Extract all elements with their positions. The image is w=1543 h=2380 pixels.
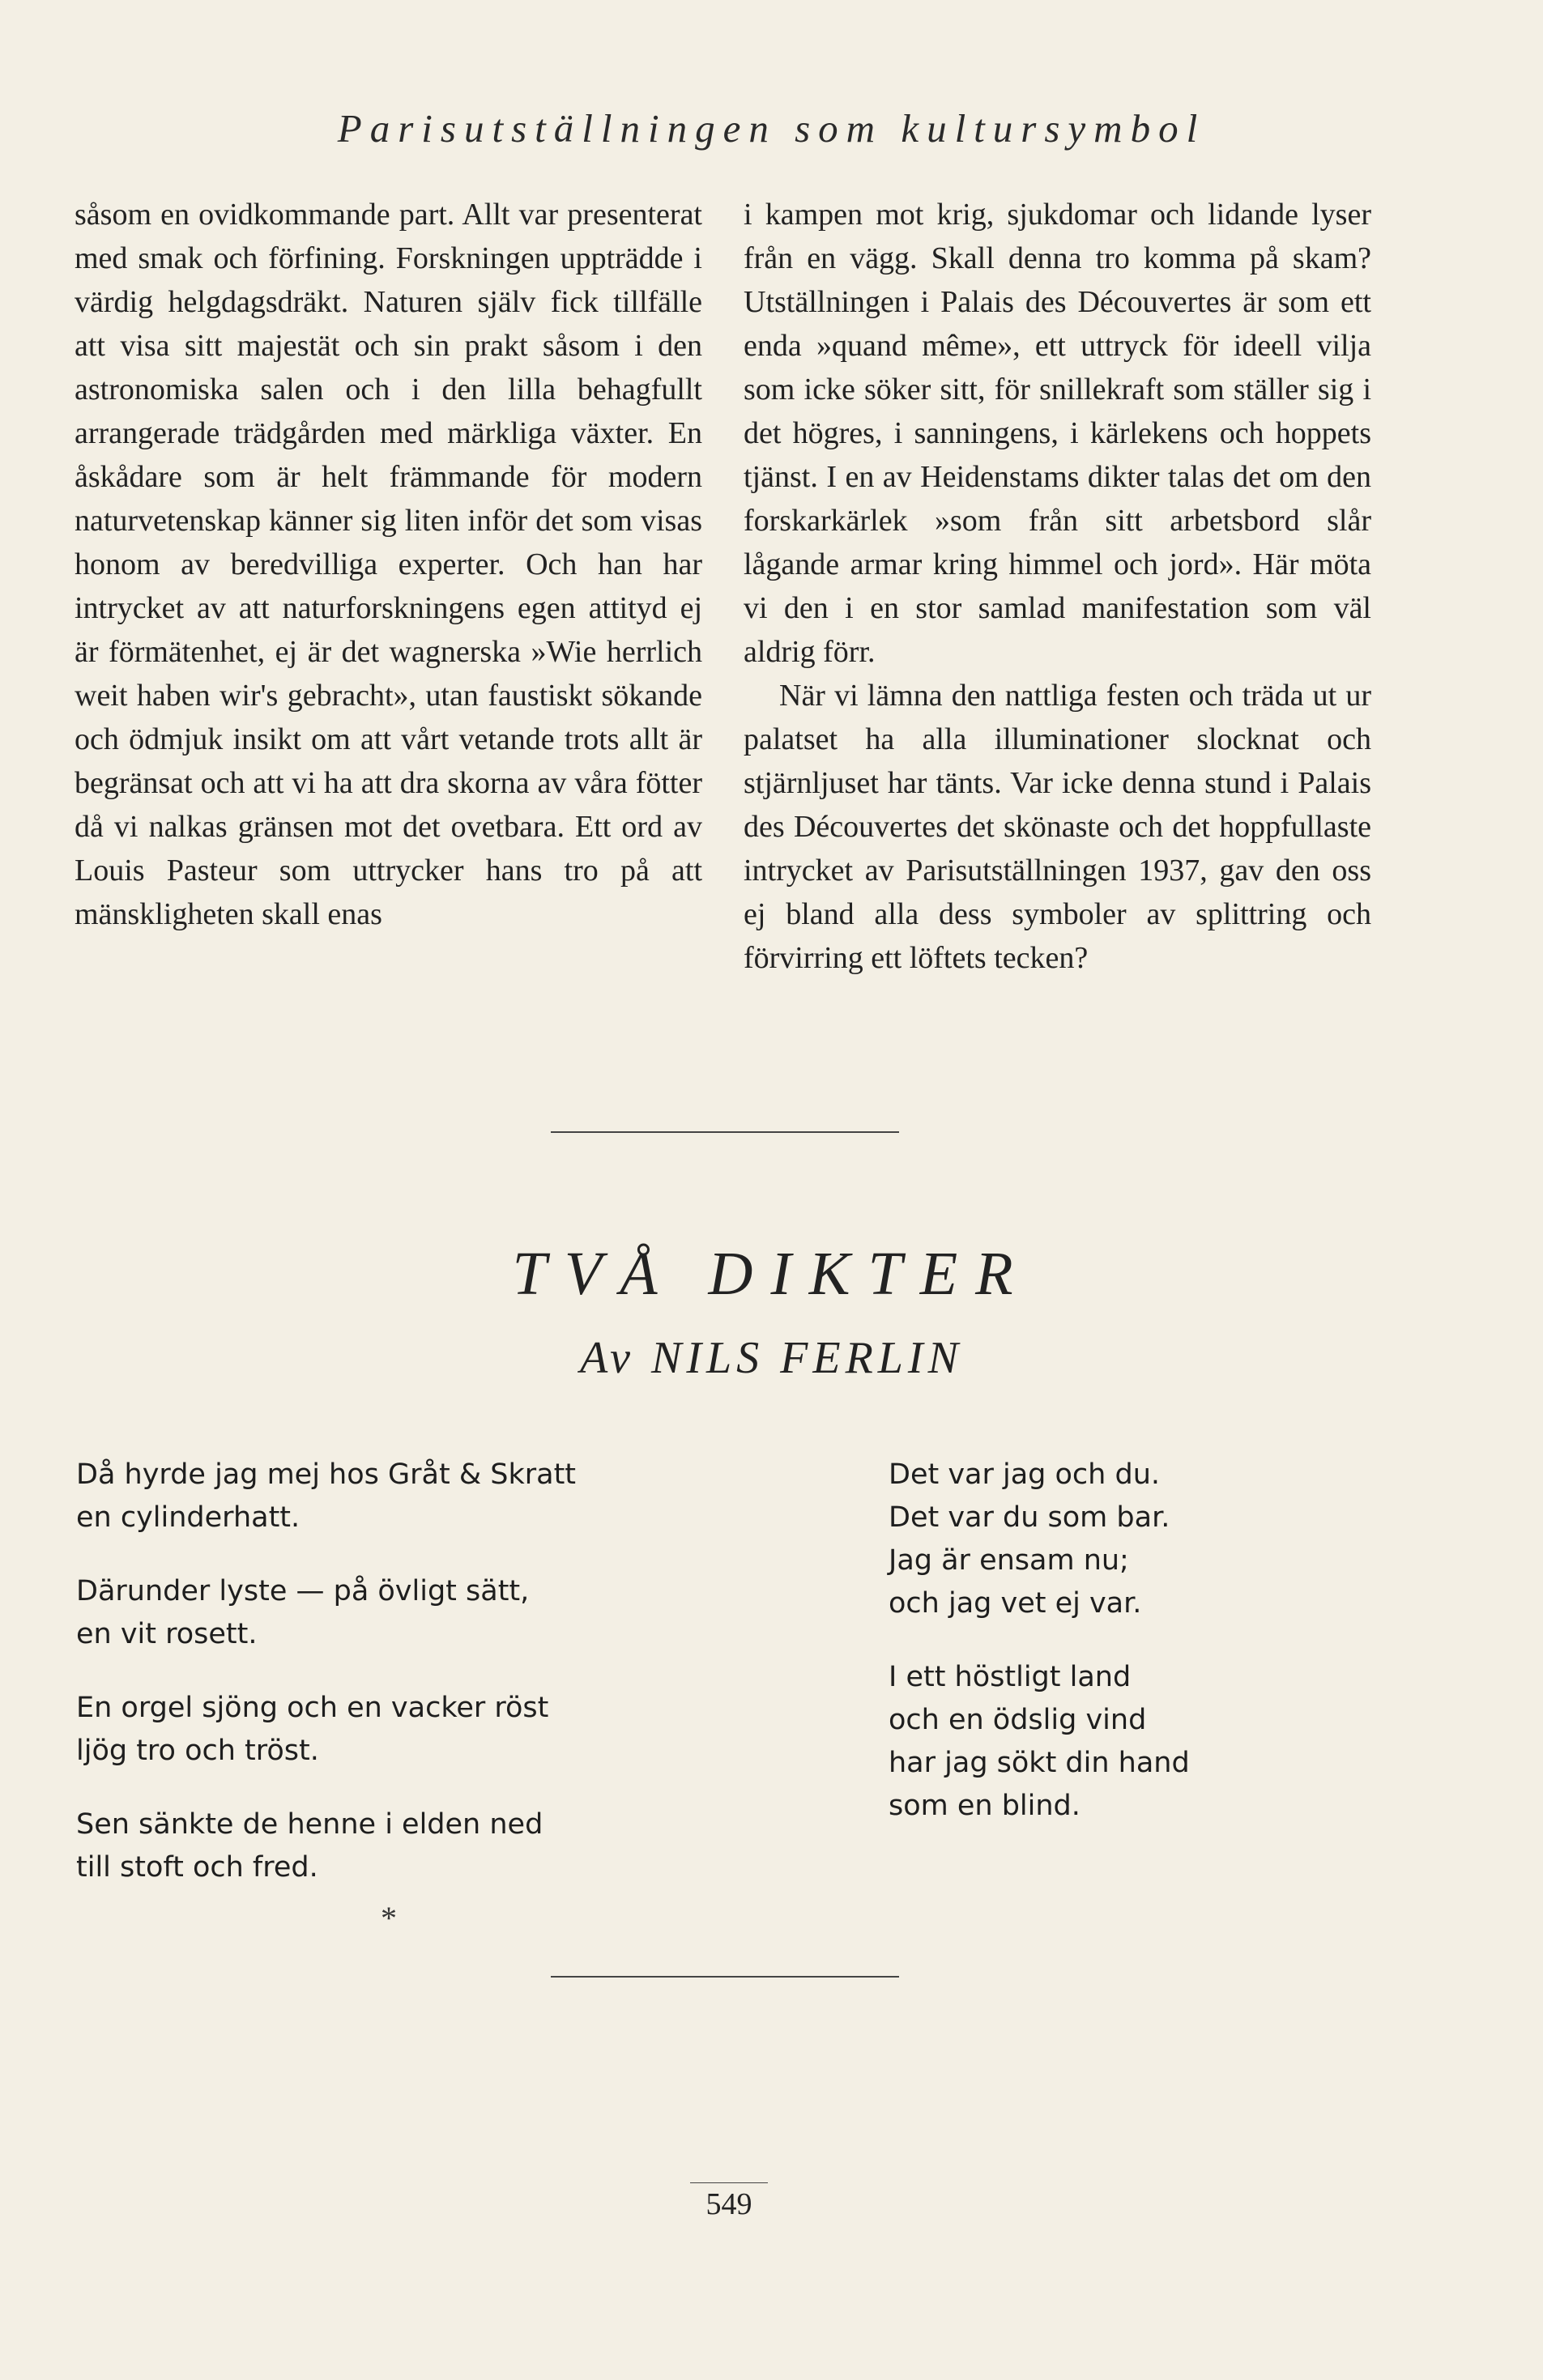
poem-line: Då hyrde jag mej hos Gråt & Skratt (76, 1458, 577, 1491)
poem-left (76, 1454, 576, 1920)
right-column (744, 193, 1371, 980)
poem-line: och jag vet ej var. (889, 1587, 1142, 1620)
byline: Av NILS FERLIN (580, 1333, 963, 1383)
left-paragraph-1: såsom en ovidkommande part. Allt var presenterat med smak och förfining. Forskningen uppträdde i värdig helgdagsdräkt. Naturen själv fick tillfälle att visa sitt majestät och sin prakt såsom i den astronomiska salen och i den lilla behagfullt arrangerade trädgården med märkliga växter. En åskådare som är helt främmande för modern naturvetenskap känner sig liten inför det som visas honom av beredvilliga experter. Och han har intrycket av att naturforskningens egen attityd ej är förmätenhet, ej är det wagnerska »Wie herrlich weit haben wir's gebracht», utan faustiskt sökande och ödmjuk insikt om att vårt vetande trots allt är begränsat och att vi ha att dra skorna av våra fötter då vi nalkas gränsen mot det ovetbara. Ett ord av Louis Pasteur som uttrycker hans tro på att mänskligheten skall enas (75, 198, 702, 931)
poem-left-stanza-2 (76, 1570, 576, 1656)
page-number-rule (690, 2182, 768, 2183)
poem-line: Sen sänkte de henne i elden ned (76, 1808, 543, 1841)
poem-line: till stoft och fred. (76, 1851, 318, 1884)
running-head: Parisutställningen som kultursymbol (337, 106, 1206, 151)
poem-line: en vit rosett. (76, 1618, 258, 1650)
poem-line: som en blind. (889, 1790, 1081, 1822)
asterisk-separator: * (381, 1900, 397, 1936)
poem-line: Jag är ensam nu; (889, 1544, 1129, 1577)
poem-line: ljög tro och tröst. (76, 1735, 319, 1767)
right-paragraph-1: i kampen mot krig, sjukdomar och lidande lyser från en vägg. Skall denna tro komma på skam? Utställningen i Palais des Découvertes är som ett enda »quand même», ett uttryck för ideell vilja som icke söker sitt, för snillekraft som ställer sig i det högres, i sanningens, i kärlekens och hoppets tjänst. I en av Heidenstams dikter talas det om den forskarkärlek »som från sitt arbetsbord slår lågande armar kring himmel och jord». Här möta vi den i en stor samlad manifestation som väl aldrig förr. (744, 198, 1371, 669)
right-paragraph-2: När vi lämna den nattliga festen och träda ut ur palatset ha alla illuminationer slocknat och stjärnljuset har tänts. Var icke denna stund i Palais des Découvertes det skönaste och det hoppfullaste intrycket av Parisutställningen 1937, gav den oss ej bland alla dess symboler av splittring och förvirring ett löftets tecken? (744, 679, 1371, 975)
poem-left-stanza-1 (76, 1454, 576, 1539)
poem-line: och en ödslig vind (889, 1704, 1147, 1736)
poem-right-stanza-2 (889, 1656, 1190, 1828)
poem-line: Det var jag och du. (889, 1458, 1161, 1491)
section-divider-top (551, 1131, 899, 1133)
poem-left-stanza-4 (76, 1803, 576, 1889)
poem-left-stanza-3 (76, 1687, 576, 1773)
poem-line: har jag sökt din hand (889, 1747, 1190, 1779)
poem-right-stanza-1 (889, 1454, 1190, 1625)
poem-line: En orgel sjöng och en vacker röst (76, 1692, 549, 1724)
poem-line: Det var du som bar. (889, 1501, 1170, 1534)
poem-right (889, 1454, 1190, 1858)
page-number: 549 (705, 2187, 752, 2221)
poem-line: I ett höstligt land (889, 1661, 1132, 1693)
left-column (75, 193, 702, 936)
section-title: TVÅ DIKTER (512, 1240, 1031, 1308)
poem-line: en cylinderhatt. (76, 1501, 301, 1534)
section-divider-bottom (551, 1976, 899, 1978)
poem-line: Därunder lyste — på övligt sätt, (76, 1575, 530, 1607)
